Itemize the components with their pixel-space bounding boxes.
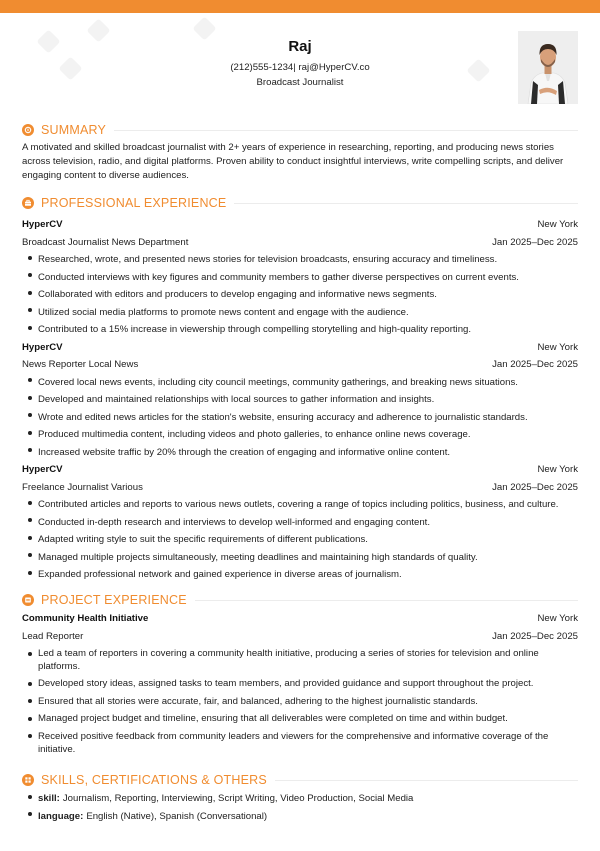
job-title: Broadcast Journalist — [256, 77, 344, 88]
bullet-item: Managed project budget and timeline, ensuring that all deliverables were completed on time and within budget. — [22, 712, 578, 725]
job-dates: Jan 2025–Dec 2025 — [492, 481, 578, 493]
project-icon — [22, 594, 34, 606]
project-name: Community Health Initiative — [22, 613, 149, 625]
job-dates: Jan 2025–Dec 2025 — [492, 236, 578, 248]
bullet-item: Increased website traffic by 20% through the creation of engaging and informative online content. — [22, 444, 578, 462]
bullet-item: Conducted in-depth research and interviews to develop well-informed and engaging content. — [22, 514, 578, 532]
bullet-item: Covered local news events, including city council meetings, community gatherings, and breaking news situations. — [22, 374, 578, 392]
experience-heading: PROFESSIONAL EXPERIENCE — [41, 196, 227, 210]
skills-heading: SKILLS, CERTIFICATIONS & OTHERS — [41, 773, 267, 787]
skill-item — [22, 790, 578, 808]
skills-icon — [22, 774, 34, 786]
bullet-item: Researched, wrote, and presented news stories for television broadcasts, ensuring accuracy and timeliness. — [22, 251, 578, 269]
summary-icon — [22, 124, 34, 136]
job-entry — [22, 216, 578, 339]
language-item — [22, 808, 578, 826]
section-divider — [275, 780, 578, 781]
project-section — [22, 592, 578, 760]
job-role: Broadcast Journalist News Department — [22, 236, 189, 248]
bullet-item: Developed and maintained relationships with local sources to gather information and insights. — [22, 391, 578, 409]
language-label: language: — [38, 810, 84, 822]
section-divider — [234, 203, 578, 204]
company-name: HyperCV — [22, 341, 63, 353]
bullet-item: Ensured that all stories were accurate, fair, and balanced, adhering to the highest journalistic standards. — [22, 695, 578, 708]
job-bullets — [22, 374, 578, 462]
bullet-item: Expanded professional network and gained experience in diverse areas of journalism. — [22, 566, 578, 584]
skill-value: Journalism, Reporting, Interviewing, Script Writing, Video Production, Social Media — [62, 793, 414, 805]
section-divider — [195, 600, 578, 601]
bullet-item: Wrote and edited news articles for the station's website, ensuring accuracy and adherence to journalistic standards. — [22, 409, 578, 427]
candidate-name: Raj — [288, 38, 312, 55]
project-role: Lead Reporter — [22, 630, 84, 642]
bullet-item: Collaborated with editors and producers to develop engaging and informative news segments. — [22, 286, 578, 304]
job-bullets — [22, 251, 578, 339]
summary-text: A motivated and skilled broadcast journalist with 2+ years of experience in researching, reporting, and producing news stories across television, radio, and digital platforms. Proven ability to conduct insightful interviews, write compelling scripts, and deliver engaging content to diverse audiences. — [22, 142, 564, 181]
company-name: HyperCV — [22, 464, 63, 476]
skills-list — [22, 790, 578, 825]
bullet-item: Led a team of reporters in covering a community health initiative, producing a series of stories for television and online platforms. — [22, 647, 578, 673]
bullet-item: Contributed to a 15% increase in viewership through compelling storytelling and high-quality reporting. — [22, 321, 578, 339]
summary-heading: SUMMARY — [41, 123, 107, 137]
bullet-item: Produced multimedia content, including videos and photo galleries, to enhance online news coverage. — [22, 426, 578, 444]
job-entry — [22, 461, 578, 584]
skills-section — [22, 772, 578, 825]
bullet-item: Adapted writing style to suit the specific requirements of different publications. — [22, 531, 578, 549]
company-name: HyperCV — [22, 219, 63, 231]
job-role: News Reporter Local News — [22, 359, 139, 371]
section-divider — [114, 130, 578, 131]
contact-info: (212)555-1234| raj@HyperCV.co — [230, 62, 370, 73]
project-location: New York — [537, 613, 578, 625]
job-entry — [22, 339, 578, 462]
project-bullets — [22, 647, 578, 756]
bullet-item: Developed story ideas, assigned tasks to team members, and provided guidance and support throughout the project. — [22, 677, 578, 690]
job-location: New York — [537, 219, 578, 231]
job-location: New York — [537, 341, 578, 353]
bullet-item: Conducted interviews with key figures and community members to gather diverse perspectives on current events. — [22, 269, 578, 287]
resume-header — [0, 37, 600, 90]
bullet-item: Managed multiple projects simultaneously, meeting deadlines and maintaining high standards of quality. — [22, 549, 578, 567]
briefcase-icon — [22, 197, 34, 209]
job-dates: Jan 2025–Dec 2025 — [492, 359, 578, 371]
skill-label: skill: — [38, 793, 60, 805]
job-role: Freelance Journalist Various — [22, 481, 143, 493]
bullet-item: Contributed articles and reports to various news outlets, covering a range of topics including politics, business, and culture. — [22, 496, 578, 514]
job-bullets — [22, 496, 578, 584]
experience-section — [22, 195, 578, 584]
bullet-item: Utilized social media platforms to promote news content and engage with the audience. — [22, 304, 578, 322]
profile-photo — [518, 31, 578, 104]
project-dates: Jan 2025–Dec 2025 — [492, 630, 578, 642]
language-value: English (Native), Spanish (Conversational) — [86, 810, 268, 822]
top-accent-bar — [0, 0, 600, 13]
bullet-item: Received positive feedback from community leaders and viewers for the comprehensive and informative coverage of the initiative. — [22, 730, 578, 756]
job-location: New York — [537, 464, 578, 476]
project-entry — [22, 610, 578, 756]
summary-section — [22, 122, 578, 183]
project-heading: PROJECT EXPERIENCE — [41, 593, 187, 607]
